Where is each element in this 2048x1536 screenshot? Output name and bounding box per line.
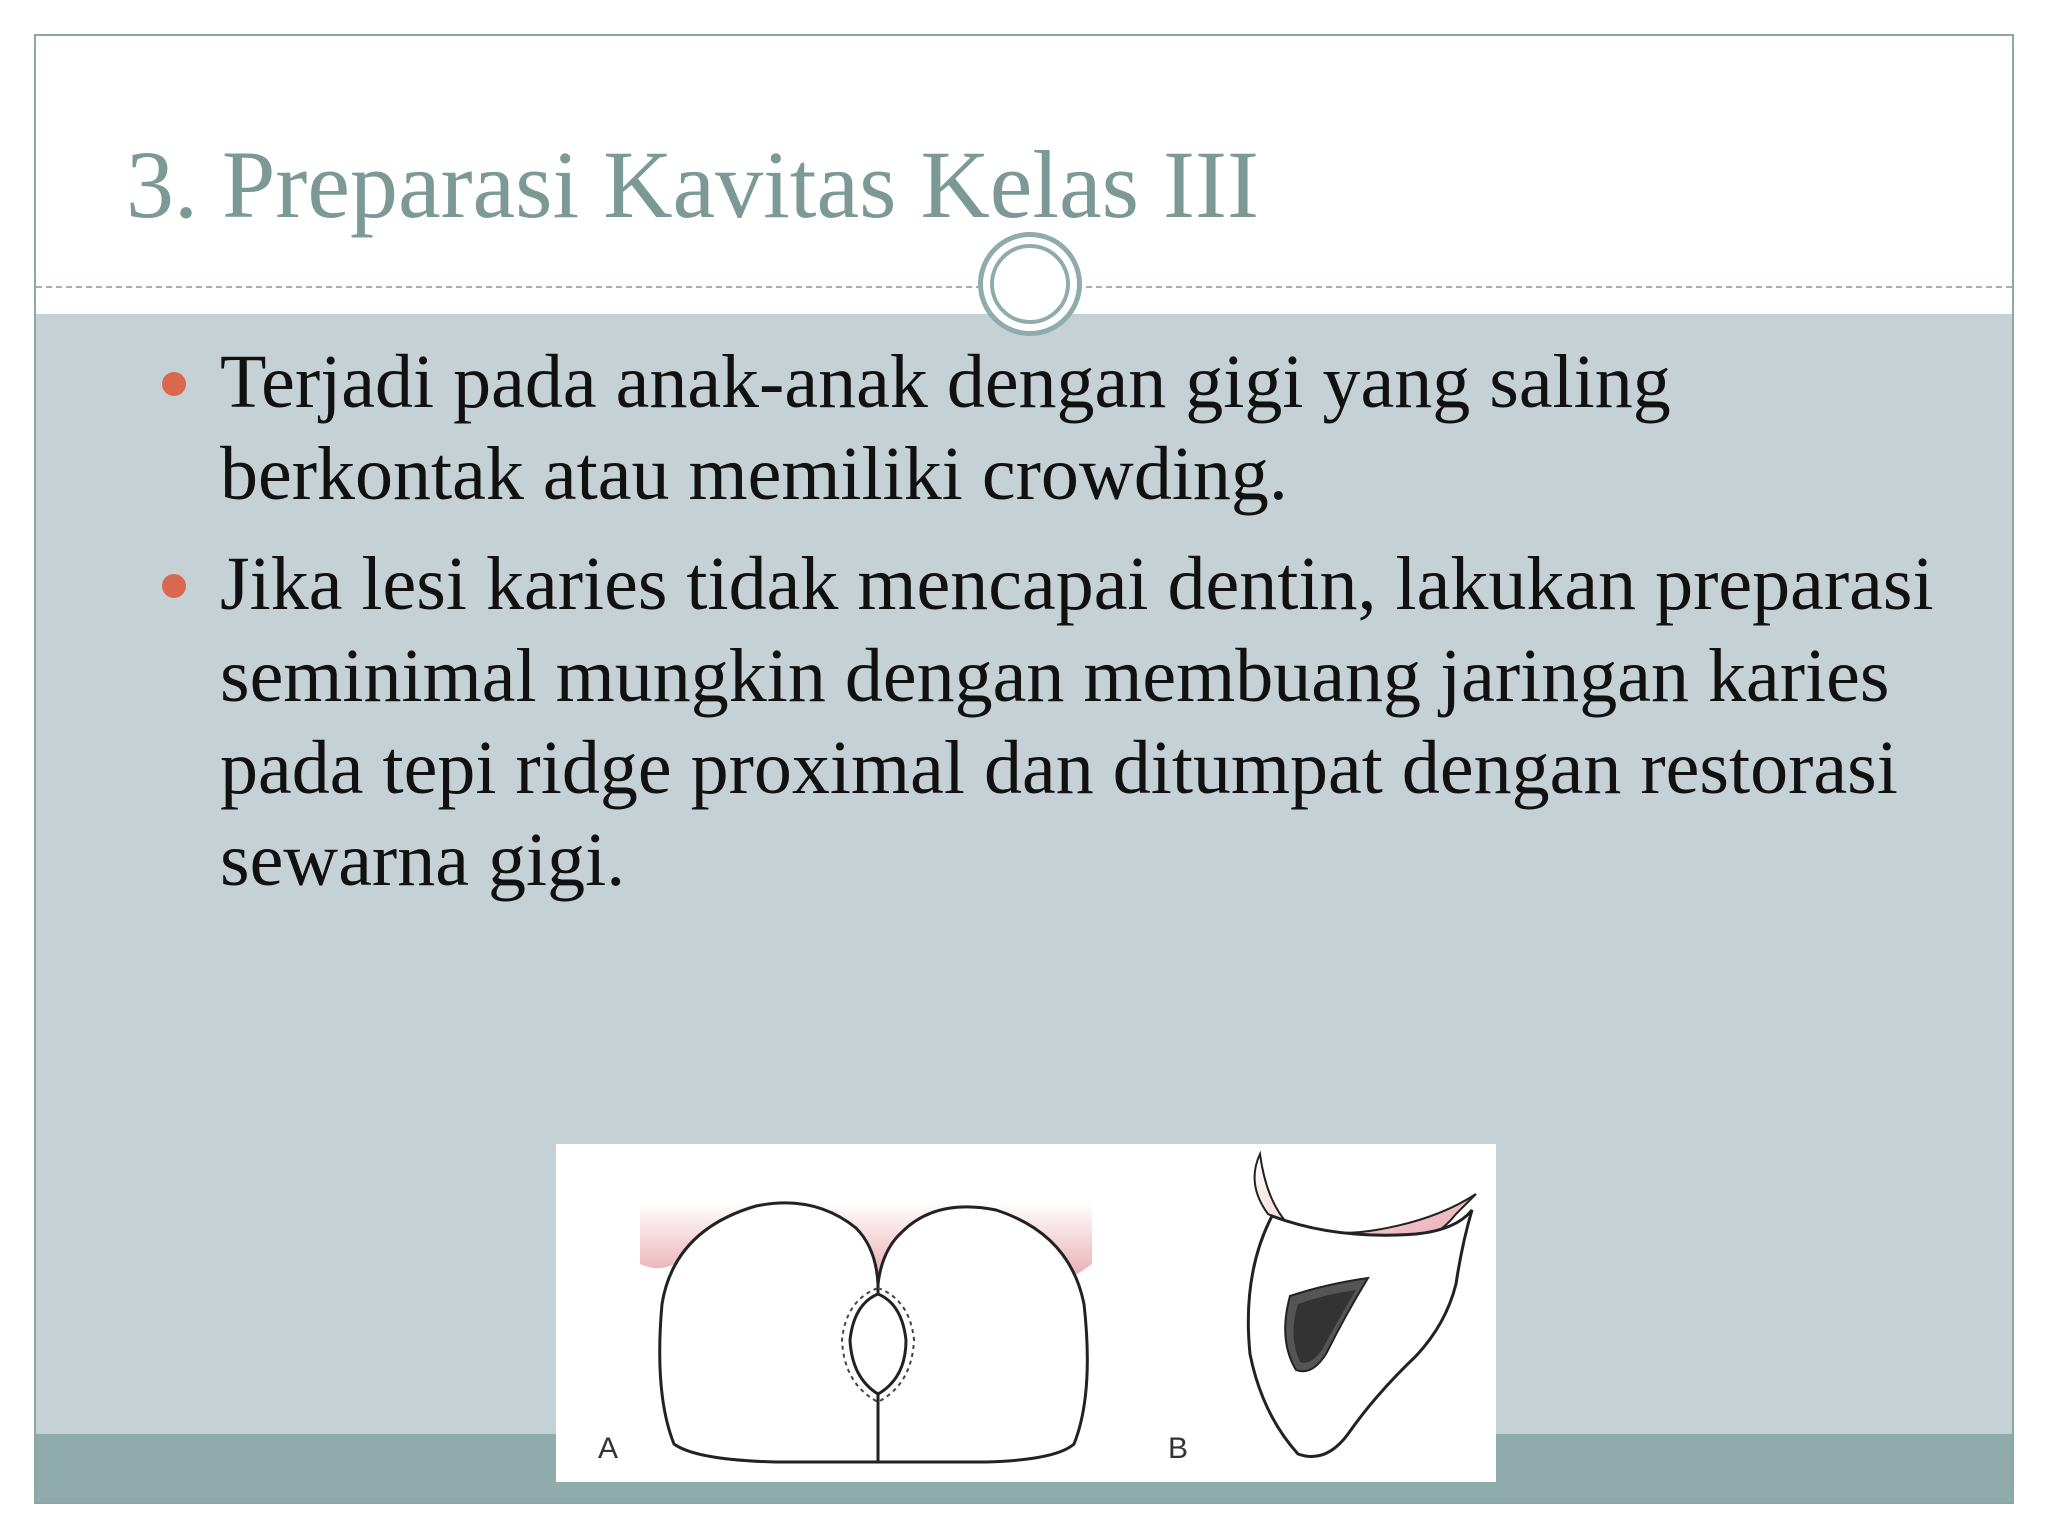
tooth-cross-section (1248, 1210, 1472, 1457)
figure-label-b: B (1168, 1432, 1189, 1465)
slide (34, 34, 2014, 1504)
bullet-item (126, 336, 1946, 520)
figure-label-a: A (598, 1432, 619, 1465)
bullet-text: Jika lesi karies tidak mencapai dentin, lakukan preparasi seminimal mungkin dengan membuang jaringan karies pada tepi ridge proximal dan ditumpat dengan restorasi sewarna gigi. (220, 542, 1934, 902)
incisor-right (878, 1207, 1087, 1462)
bullet-dot-icon (162, 574, 186, 598)
bullet-item (126, 538, 1946, 906)
incisor-left (660, 1203, 878, 1462)
bullet-dot-icon (162, 372, 186, 396)
bullet-list (126, 336, 1946, 924)
tooth-illustration-svg (556, 1144, 1496, 1482)
circle-ornament-icon (978, 232, 1082, 336)
bullet-text: Terjadi pada anak-anak dengan gigi yang saling berkontak atau memiliki crowding. (220, 340, 1671, 516)
slide-title: 3. Preparasi Kavitas Kelas III (126, 131, 1259, 238)
tooth-illustration (556, 1144, 1496, 1482)
